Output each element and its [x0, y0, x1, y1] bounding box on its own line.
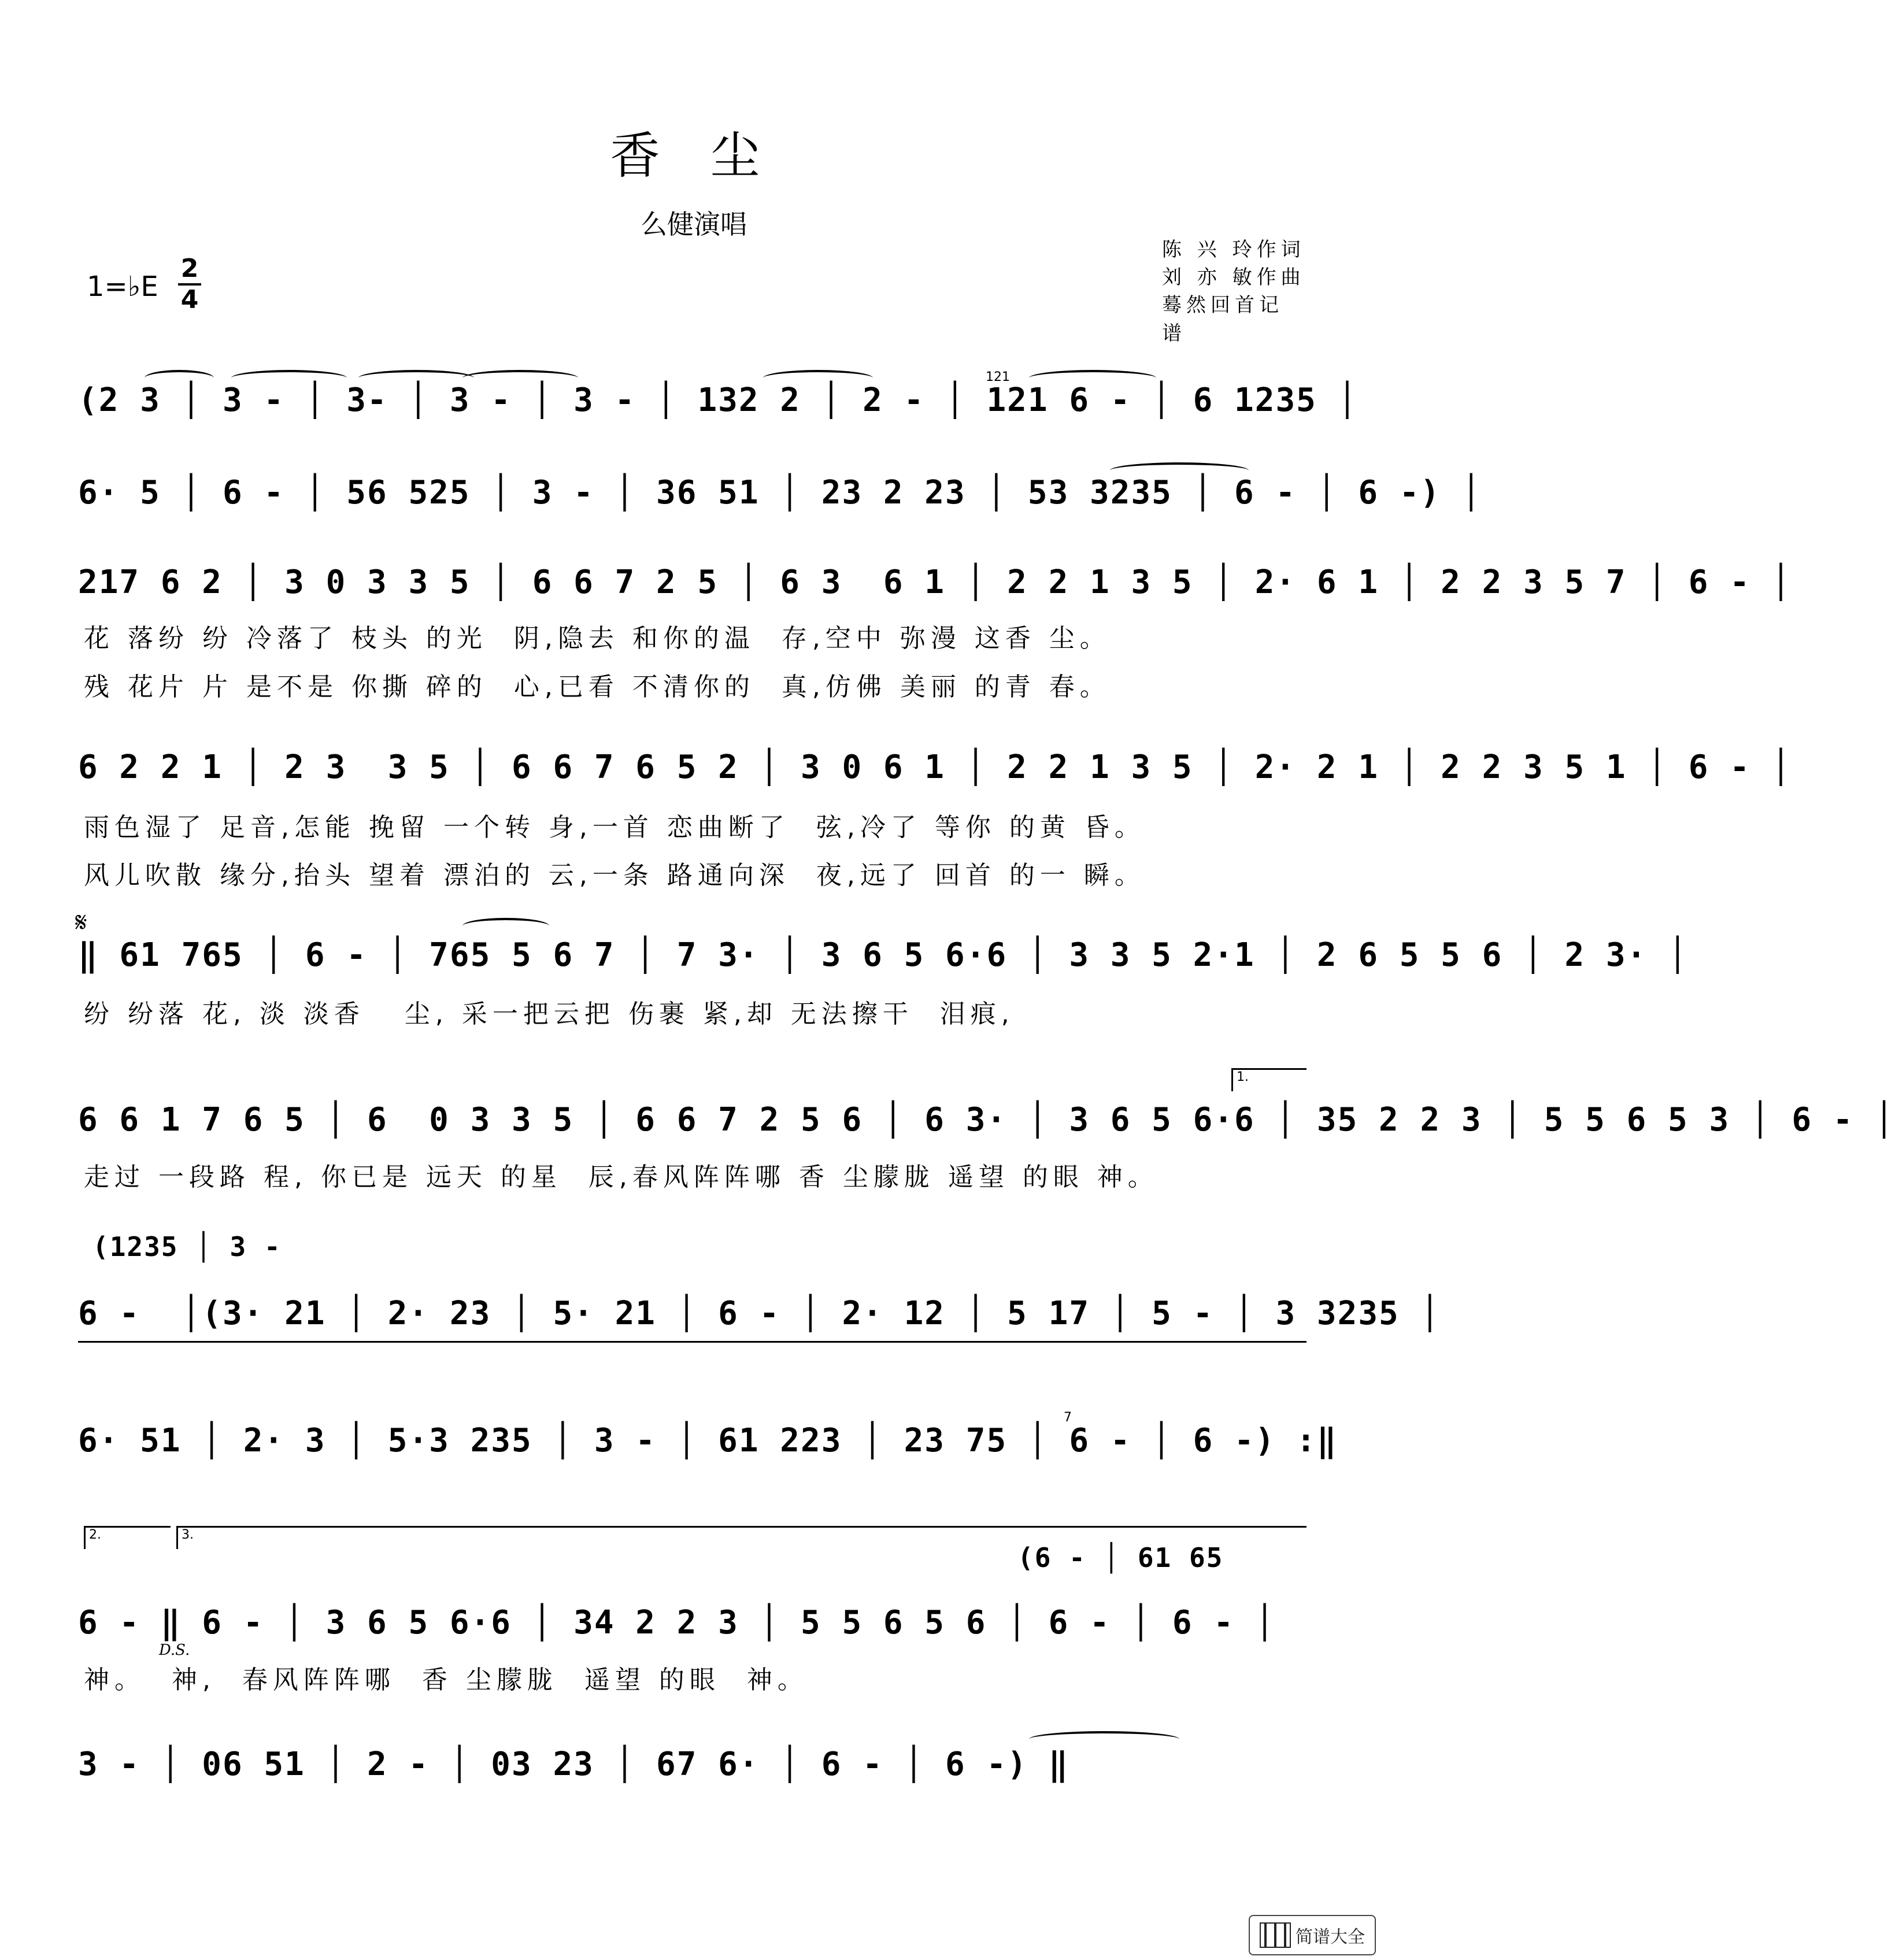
score-row-1: (2 3 │ 3 - │ 3- │ 3 - │ 3 - │ 132 2 │ 2 - │ 121 6 - │ 6 1235 │: [78, 381, 1359, 419]
volta-line: [78, 1341, 1306, 1343]
tie-arc: [763, 370, 873, 386]
score-row-4: 6 2 2 1 │ 2 3 3 5 │ 6 6 7 6 5 2 │ 3 0 6 1 │ 2 2 1 3 5 │ 2· 2 1 │ 2 2 3 5 1 │ 6 - │: [78, 749, 1792, 786]
singer: 么健演唱: [641, 209, 747, 240]
transcriber-credit: 蓦然回首记谱: [1162, 294, 1283, 345]
lyric-verse-2: 残 花片 片 是不是 你撕 碎的 心,已看 不清你的 真,仿佛 美丽 的青 春。: [84, 672, 1111, 702]
dal-segno: D.S.: [159, 1642, 190, 1659]
volta-1: 1.: [1231, 1068, 1306, 1091]
tie-arc: [231, 370, 347, 386]
score-row-9: 6 - ‖ 6 - │ 3 6 5 6·6 │ 34 2 2 3 │ 5 5 6 5 6 │ 6 - │ 6 - │: [78, 1604, 1276, 1642]
lyricist-credit: 陈 兴 玲作词: [1162, 238, 1305, 261]
grace-notes: 121: [986, 370, 1010, 384]
cue-line-ending: (6 - │ 61 65: [1017, 1542, 1224, 1573]
tie-arc: [462, 370, 578, 386]
volta-2: 2.: [84, 1526, 171, 1549]
segno-sign: 𝄋: [75, 906, 87, 939]
score-row-5: ‖ 61 765 │ 6 - │ 765 5 6 7 │ 7 3· │ 3 6 5 6·6 │ 3 3 5 2·1 │ 2 6 5 5 6 │ 2 3· │: [78, 936, 1689, 974]
score-row-6: 6 6 1 7 6 5 │ 6 0 3 3 5 │ 6 6 7 2 5 6 │ 6 3· │ 3 6 5 6·6 │ 35 2 2 3 │ 5 5 6 5 3 │ 6 - │: [78, 1101, 1895, 1139]
lyric-chorus: 纷 纷落 花, 淡 淡香 尘, 采一把云把 伤裹 紧,却 无法擦干 泪痕,: [84, 999, 1015, 1029]
cue-line: (1235 │ 3 -: [92, 1231, 282, 1262]
volta-3: 3.: [176, 1526, 1306, 1549]
watermark-text: 简谱大全: [1296, 1927, 1365, 1947]
lyric-chorus-2: 走过 一段路 程, 你已是 远天 的星 辰,春风阵阵哪 香 尘朦胧 遥望 的眼 神。: [84, 1162, 1159, 1192]
tie-arc: [1029, 370, 1156, 386]
lyric-verse-1: 花 落纷 纷 冷落了 枝头 的光 阴,隐去 和你的温 存,空中 弥漫 这香 尘。: [84, 624, 1111, 653]
score-row-2: 6· 5 │ 6 - │ 56 525 │ 3 - │ 36 51 │ 23 2 23 │ 53 3235 │ 6 - │ 6 -) │: [78, 474, 1482, 512]
watermark-logo: [1249, 1915, 1376, 1955]
grace-notes: 7: [1064, 1410, 1072, 1425]
score-row-8: 6· 51 │ 2· 3 │ 5·3 235 │ 3 - │ 61 223 │ 23 75 │ 6 - │ 6 -) :‖: [78, 1422, 1338, 1459]
composer-credit: 刘 亦 敏作曲: [1162, 266, 1305, 289]
lyric-verse-2: 风儿吹散 缘分,抬头 望着 漂泊的 云,一条 路通向深 夜,远了 回首 的一 瞬。: [84, 861, 1145, 890]
lyric-verse-1: 雨色湿了 足音,怎能 挽留 一个转 身,一首 恋曲断了 弦,冷了 等你 的黄 昏。: [84, 813, 1145, 842]
time-signature: [178, 254, 201, 314]
slur-arc: [462, 918, 549, 934]
tie-arc: [1029, 1731, 1179, 1747]
page-title: 香 尘: [610, 127, 778, 185]
piano-keys-icon: [1260, 1922, 1291, 1948]
tie-arc: [358, 370, 474, 386]
score-row-7: 6 - │(3· 21 │ 2· 23 │ 5· 21 │ 6 - │ 2· 12 │ 5 17 │ 5 - │ 3 3235 │: [78, 1295, 1441, 1332]
lyric-ending: 神。 神, 春风阵阵哪 香 尘朦胧 遥望 的眼 神。: [84, 1665, 808, 1695]
tie-arc: [1110, 462, 1249, 479]
tie-arc: [145, 370, 214, 386]
score-row-10: 3 - │ 06 51 │ 2 - │ 03 23 │ 67 6· │ 6 - │ 6 -) ‖: [78, 1746, 1069, 1783]
time-sig-top: 2: [180, 254, 199, 283]
time-sig-bottom: 4: [180, 285, 199, 314]
key-signature: 1=♭E: [87, 271, 158, 303]
score-row-3: 217 6 2 │ 3 0 3 3 5 │ 6 6 7 2 5 │ 6 3 6 1 │ 2 2 1 3 5 │ 2· 6 1 │ 2 2 3 5 7 │ 6 - │: [78, 564, 1792, 601]
